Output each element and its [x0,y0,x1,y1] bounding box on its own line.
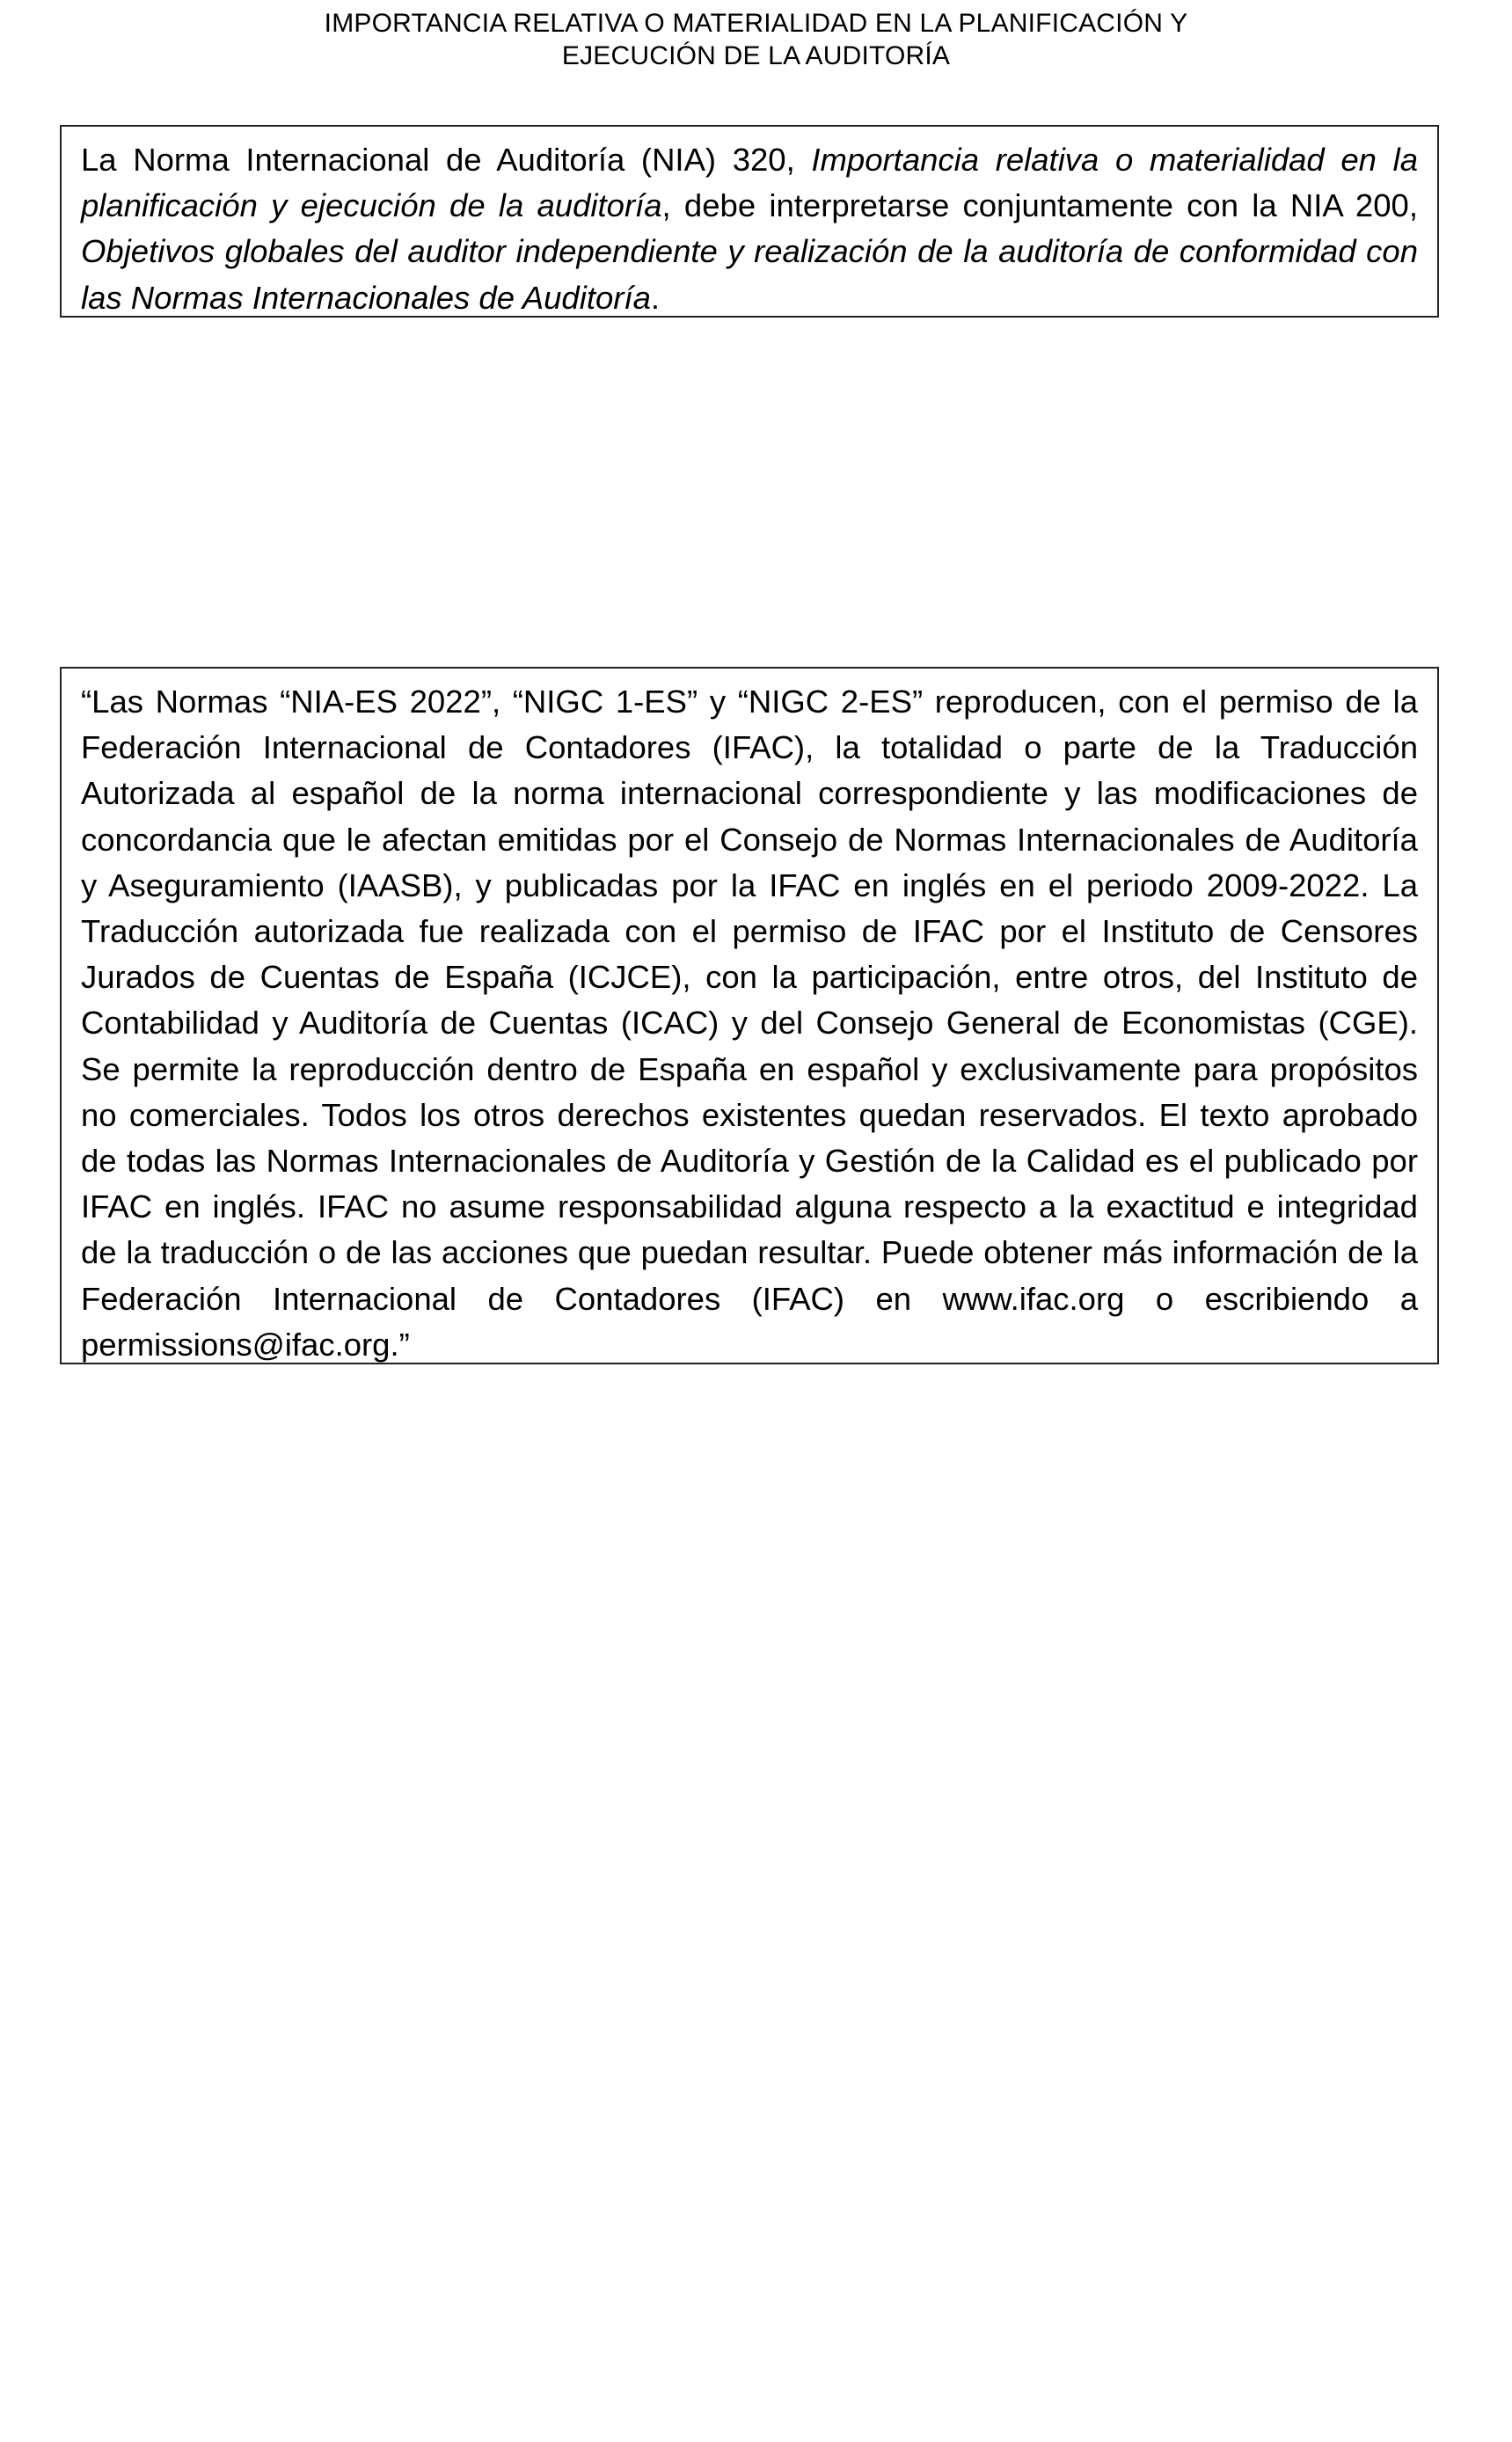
page-header-line-2: EJECUCIÓN DE LA AUDITORÍA [561,41,951,70]
intro-title-nia-320: Importancia relativa o materialidad en la planificación y ejecución de la auditoría [81,142,1418,224]
intro-text-2: , debe interpretarse conjuntamente con la NIA 200, [661,187,1418,224]
intro-text-1: La Norma Internacional de Auditoría (NIA) 320, [81,142,812,178]
intro-paragraph [81,137,1418,321]
intro-box [60,125,1439,318]
copyright-paragraph: “Las Normas “NIA-ES 2022”, “NIGC 1-ES” y “NIGC 2-ES” reproducen, con el permiso de la Federación Internacional de Contadores (IFAC), la totalidad o parte de la Traducción Autorizada al español de la norma internacional correspondiente y las modificaciones de concordancia que le afectan emitidas por el Consejo de Normas Internacionales de Auditoría y Aseguramiento (IAASB), y publicadas por la IFAC en inglés en el periodo 2009-2022. La Traducción autorizada fue realizada con el permiso de IFAC por el Instituto de Censores Jurados de Cuentas de España (ICJCE), con la participación, entre otros, del Instituto de Contabilidad y Auditoría de Cuentas (ICAC) y del Consejo General de Economistas (CGE). Se permite la reproducción dentro de España en español y exclusivamente para propósitos no comerciales. Todos los otros derechos existentes quedan reservados. El texto aprobado de todas las Normas Internacionales de Auditoría y Gestión de la Calidad es el publicado por IFAC en inglés. IFAC no asume responsabilidad alguna respecto a la exactitud e integridad de la traducción o de las acciones que puedan resultar. Puede obtener más información de la Federación Internacional de Contadores (IFAC) en www.ifac.org o escribiendo a permissions@ifac.org.” [81,684,1418,1363]
intro-title-nia-200: Objetivos globales del auditor independiente y realización de la auditoría de conformidad con las Normas Internacionales de Auditoría [81,233,1418,316]
intro-text-3: . [650,279,661,316]
page-header-line-1: IMPORTANCIA RELATIVA O MATERIALIDAD EN LA PLANIFICACIÓN Y [324,9,1188,38]
page-header [0,7,1512,72]
copyright-box [60,667,1439,1364]
